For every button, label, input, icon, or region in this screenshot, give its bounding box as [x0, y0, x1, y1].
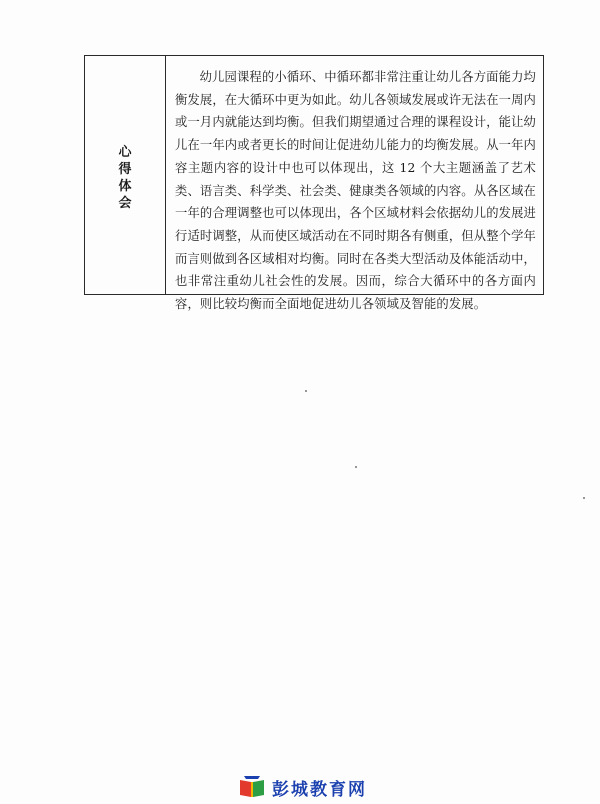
reflection-content-cell: [166, 56, 543, 312]
scan-speck: [355, 466, 357, 468]
reflection-label: 心得体会: [118, 145, 132, 211]
footer-logo[interactable]: [238, 773, 367, 801]
scan-speck: [305, 390, 307, 392]
reflection-content: 幼儿园课程的小循环、中循环都非常注重让幼儿各方面能力均衡发展，在大循环中更为如此。幼儿各领域发展或许无法在一周内或一月内就能达到均衡。但我们期望通过合理的课程设计，能让幼儿在一年内或者更长的时间让促进幼儿能力的均衡发展。从一年内容主题内容的设计中也可以体现出，这 12 个大主题涵盖了艺术类、语言类、科学类、社会类、健康类各领域的内容。从各区域在一年的合理调整也可以体现出，各个区域材料会依据幼儿的发展进行适时调整，从而使区域活动在不同时期各有侧重，但从整个学年而言则做到各区域相对均衡。同时在各类大型活动及体能活动中，也非常注重幼儿社会性的发展。因而，综合大循环中的各方面内容，则比较均衡而全面地促进幼儿各领域及智能的发展。: [175, 70, 536, 312]
scan-speck: [583, 497, 585, 499]
book-logo-icon: [238, 775, 266, 799]
reflection-table: [84, 55, 544, 312]
footer-logo-text: 彭城教育网: [272, 779, 367, 800]
reflection-label-cell: [85, 56, 166, 294]
